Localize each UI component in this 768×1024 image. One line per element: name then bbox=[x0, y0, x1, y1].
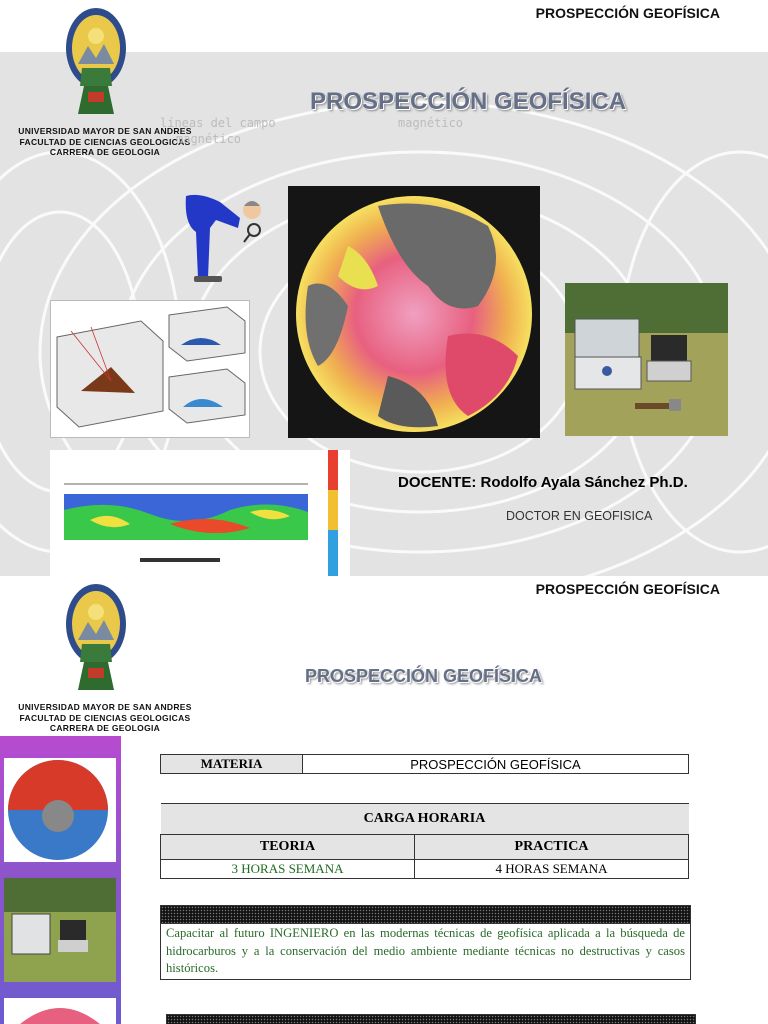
teoria-label: TEORIA bbox=[161, 835, 415, 860]
objective-box bbox=[160, 905, 691, 980]
resistivity-section-image bbox=[50, 450, 350, 576]
materia-label: MATERIA bbox=[161, 755, 303, 774]
carga-horaria-table bbox=[160, 803, 689, 879]
university-seal-icon bbox=[64, 6, 128, 118]
materia-table bbox=[160, 754, 689, 774]
teacher-name: DOCENTE: Rodolfo Ayala Sánchez Ph.D. bbox=[398, 474, 688, 491]
seismic-block-diagram bbox=[50, 300, 250, 438]
teacher-degree: DOCTOR EN GEOFISICA bbox=[506, 509, 653, 523]
page-header: PROSPECCIÓN GEOFÍSICA bbox=[535, 581, 720, 597]
university-name bbox=[10, 702, 200, 734]
bg-label: magnético bbox=[398, 116, 464, 130]
bg-label: líneas del campo bbox=[160, 116, 276, 130]
career-line: CARRERA DE GEOLOGIA bbox=[49, 723, 161, 733]
faculty-line: FACULTAD DE CIENCIAS GEOLOGICAS bbox=[19, 136, 191, 147]
slide-title: PROSPECCIÓN GEOFÍSICA bbox=[310, 88, 627, 115]
objective-text: Capacitar al futuro INGENIERO en las modernas técnicas de geofísica aplicada a la búsqueda de hidrocarburos y a la conservación del medio ambiente mediante técnicas no destructivas y casos históricos. bbox=[166, 926, 685, 975]
page-header: PROSPECCIÓN GEOFÍSICA bbox=[535, 5, 720, 21]
career-line: CARRERA DE GEOLOGIA bbox=[49, 147, 161, 157]
university-seal-icon bbox=[64, 582, 128, 694]
practica-value: 4 HORAS SEMANA bbox=[415, 860, 689, 879]
carga-horaria-title: CARGA HORARIA bbox=[161, 804, 689, 835]
objective-header-bar bbox=[161, 906, 690, 924]
practica-label: PRACTICA bbox=[415, 835, 689, 860]
gravity-globe-image bbox=[288, 186, 540, 438]
university-name bbox=[10, 126, 200, 158]
bg-label: magnético bbox=[176, 132, 242, 146]
university-line: UNIVERSIDAD MAYOR DE SAN ANDRES bbox=[18, 702, 192, 712]
sidebar-images bbox=[0, 736, 121, 1024]
sidebar-image-strip bbox=[0, 736, 121, 1024]
university-line: UNIVERSIDAD MAYOR DE SAN ANDRES bbox=[18, 126, 192, 136]
man-with-magnifier-illustration bbox=[180, 188, 272, 286]
next-section-bar bbox=[166, 1014, 696, 1024]
field-equipment-photo bbox=[565, 283, 728, 436]
materia-value: PROSPECCIÓN GEOFÍSICA bbox=[303, 755, 689, 774]
faculty-line: FACULTAD DE CIENCIAS GEOLOGICAS bbox=[19, 712, 191, 723]
teoria-value: 3 HORAS SEMANA bbox=[161, 860, 415, 879]
slide-2 bbox=[0, 576, 768, 1024]
slide-title: PROSPECCIÓN GEOFÍSICA bbox=[305, 666, 543, 686]
